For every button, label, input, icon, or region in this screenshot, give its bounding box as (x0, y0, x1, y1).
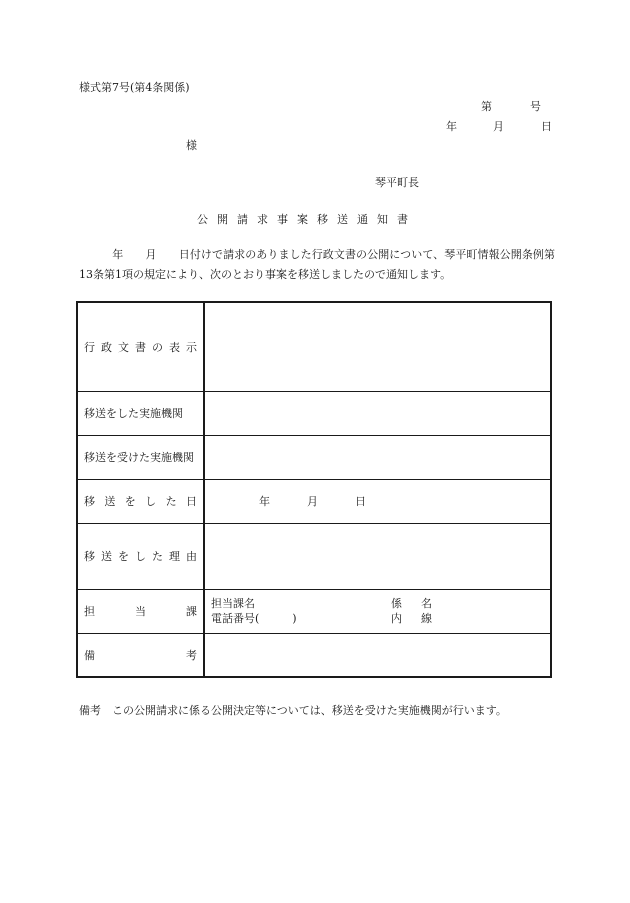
phone-label: 電話番号( ) (211, 612, 297, 625)
row-document-display (77, 302, 551, 391)
transfer-date-month: 月 (307, 495, 318, 508)
field-transferring-agency[interactable] (204, 391, 551, 435)
contact-grid (211, 597, 544, 625)
date-month: 月 (493, 120, 504, 133)
doc-number-prefix: 第 (481, 100, 492, 113)
transfer-date-year: 年 (259, 495, 270, 508)
date-year: 年 (446, 120, 457, 133)
row-responsible-section (77, 589, 551, 633)
label-transfer-date (77, 479, 204, 523)
label-document-display (77, 302, 204, 391)
field-remarks[interactable] (204, 633, 551, 677)
staff-label: 係 (391, 597, 402, 610)
label-receiving-agency (77, 435, 204, 479)
label-text: 移送を受けた実施機関 (84, 450, 194, 464)
label-text: 備 考 (84, 648, 197, 662)
row-remarks (77, 633, 551, 677)
footnote: 備考 この公開請求に係る公開決定等については、移送を受けた実施機関が行います。 (79, 704, 507, 717)
label-transferring-agency (77, 391, 204, 435)
row-transferring-agency (77, 391, 551, 435)
document-title: 公開請求事案移送通知書 (197, 213, 417, 226)
label-text: 担 当 課 (84, 605, 197, 618)
field-transfer-date[interactable] (204, 479, 551, 523)
row-transfer-reason (77, 523, 551, 589)
form-number: 様式第7号(第4条関係) (79, 81, 190, 94)
doc-number-suffix: 号 (530, 100, 541, 113)
label-text: 移 送 を し た 日 (84, 495, 197, 508)
date-day: 日 (541, 120, 552, 133)
body-paragraph: 年 月 日付けで請求のありました行政文書の公開について、琴平町情報公開条例第13条第1項の規定により、次のとおり事案を移送しましたので通知します。 (79, 248, 555, 281)
field-document-display[interactable] (204, 302, 551, 391)
transfer-form-table (76, 301, 552, 678)
row-transfer-date (77, 479, 551, 523)
label-text: 移 送 を し た 理 由 (84, 550, 197, 563)
field-responsible-section[interactable] (204, 589, 551, 633)
addressee-suffix: 様 (186, 139, 197, 152)
field-transfer-reason[interactable] (204, 523, 551, 589)
label-responsible-section (77, 589, 204, 633)
label-transfer-reason (77, 523, 204, 589)
line-label: 線 (421, 612, 432, 625)
issuer: 琴平町長 (375, 176, 419, 189)
transfer-date-day: 日 (355, 495, 366, 508)
internal-label: 内 (391, 612, 402, 625)
row-receiving-agency (77, 435, 551, 479)
section-name-label: 担当課名 (211, 597, 255, 610)
label-remarks (77, 633, 204, 677)
name-label: 名 (421, 597, 432, 610)
field-receiving-agency[interactable] (204, 435, 551, 479)
label-text: 移送をした実施機関 (84, 407, 183, 420)
label-text: 行 政 文 書 の 表 示 (84, 340, 197, 354)
